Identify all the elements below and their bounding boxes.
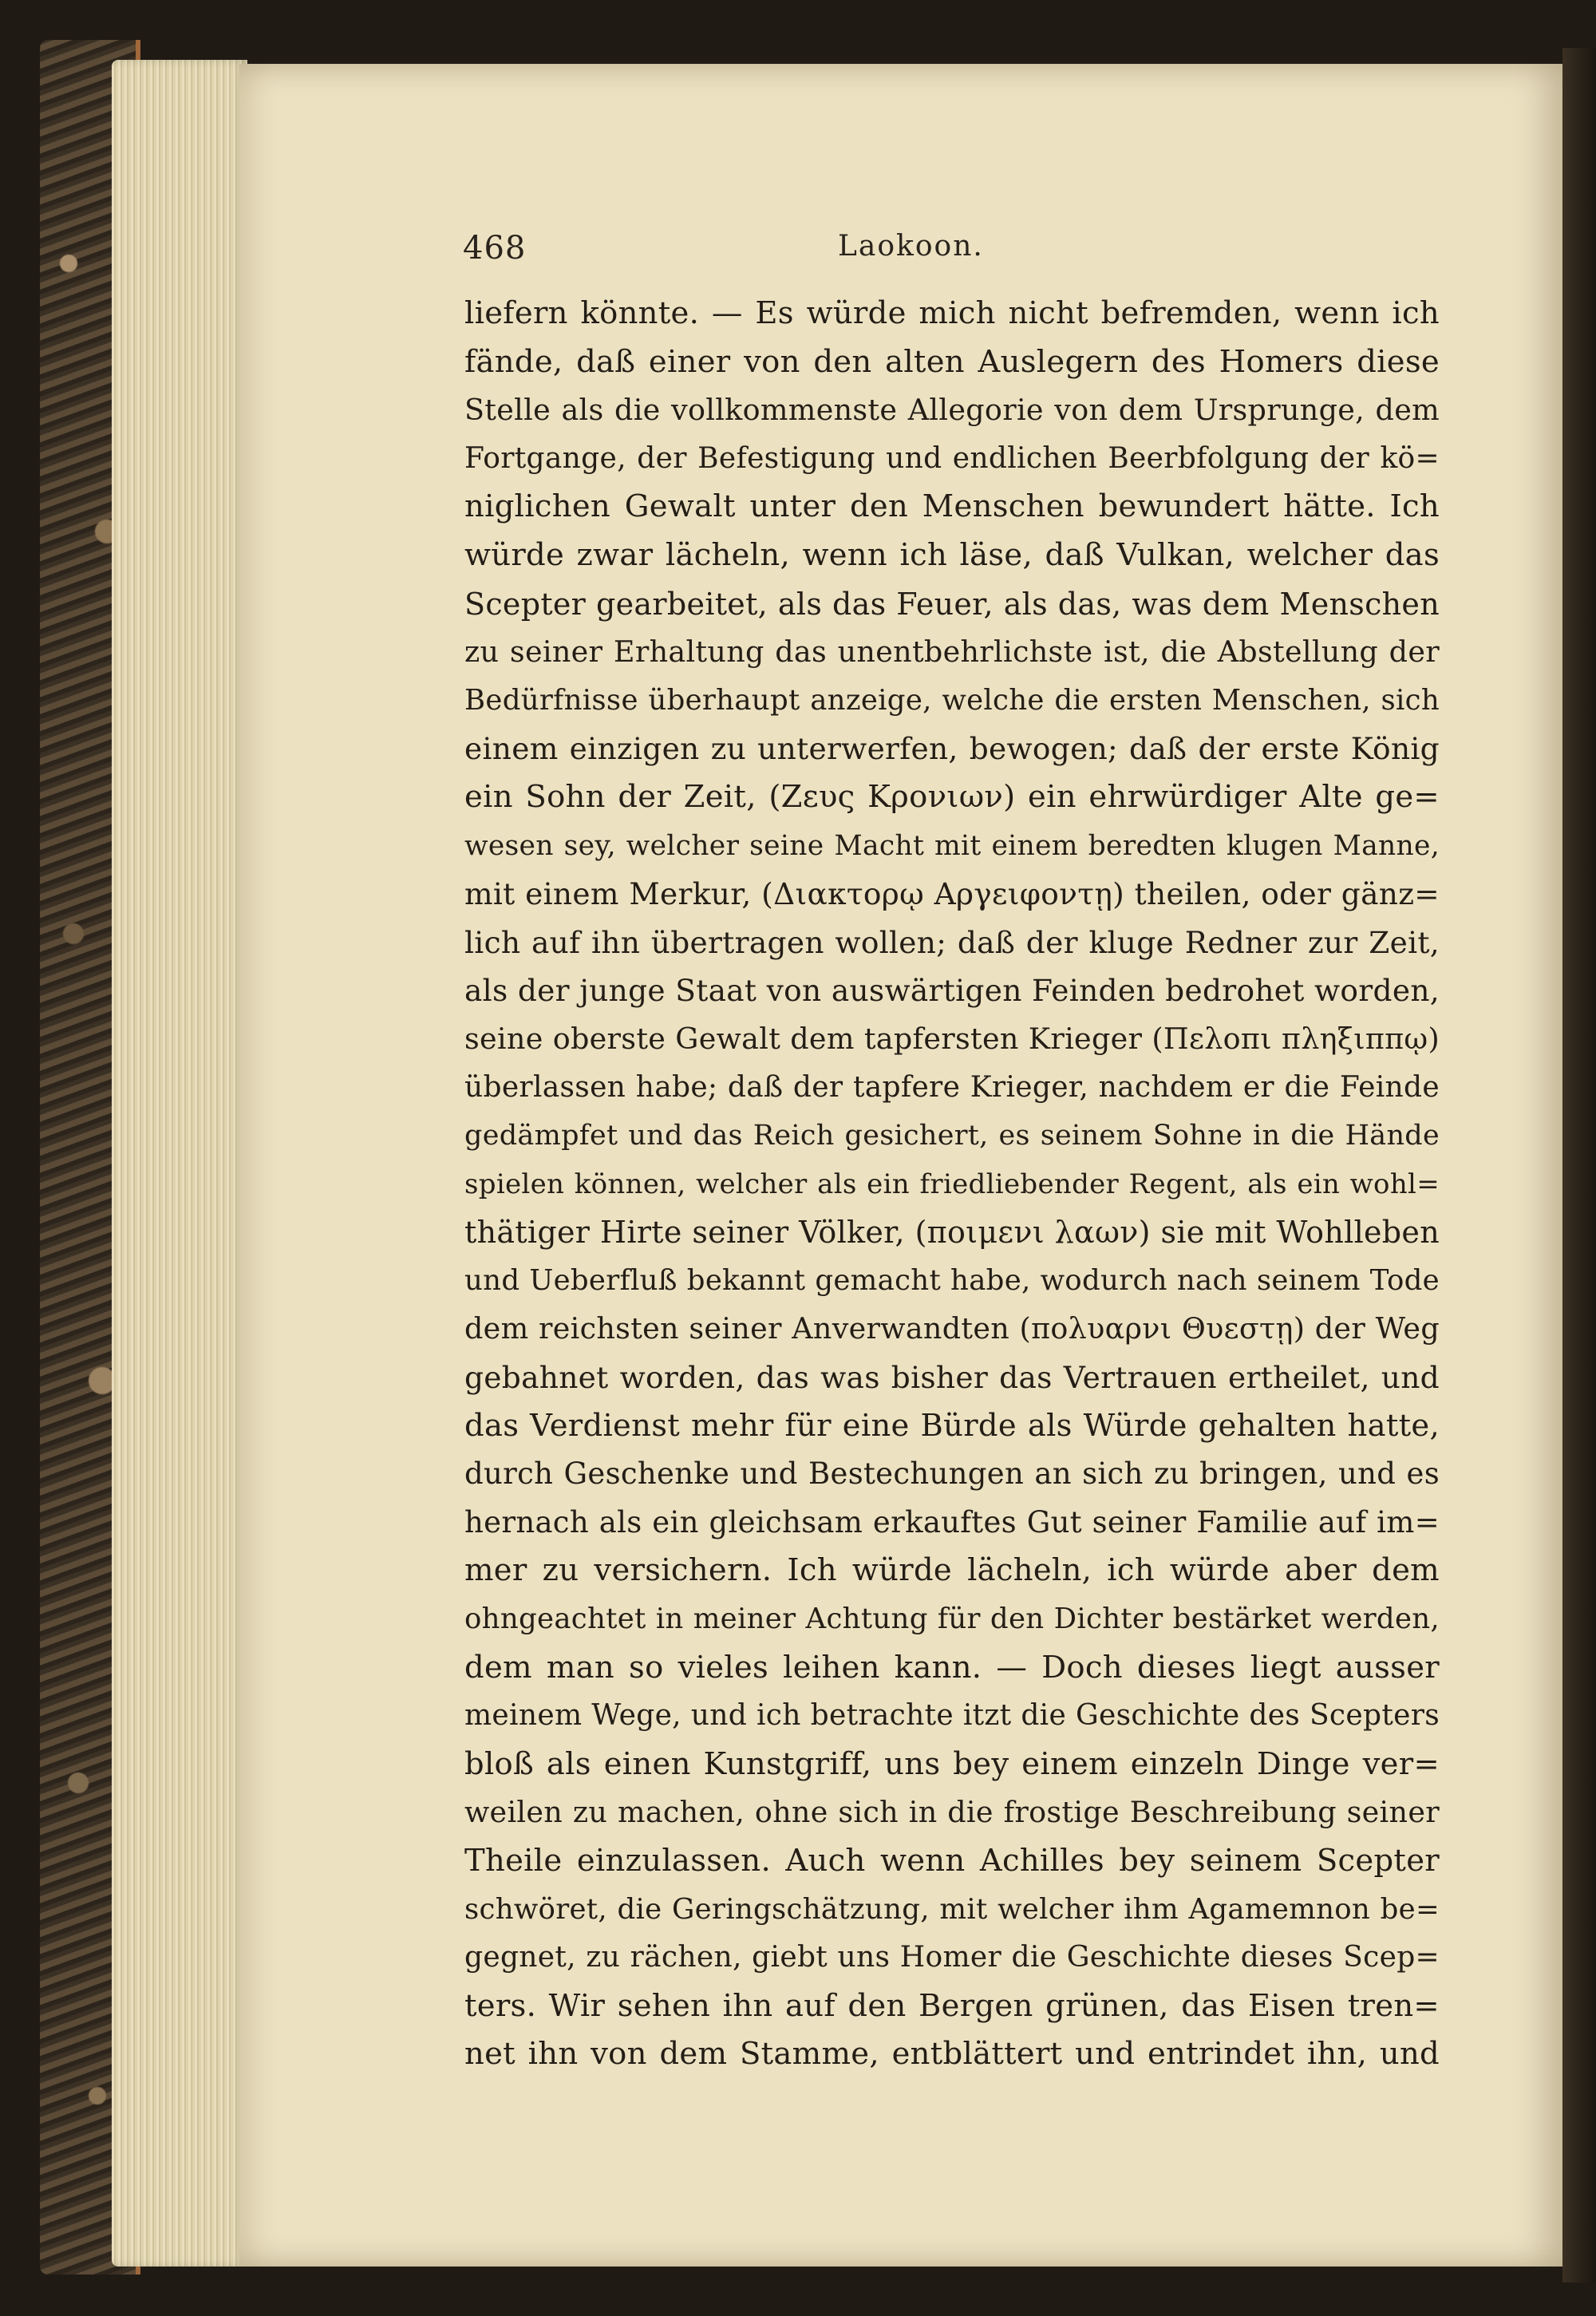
page-number: 468: [463, 230, 527, 267]
text-line: würde zwar lächeln, wenn ich läse, daß Vulkan, welcher das: [464, 536, 1440, 573]
text-line: gebahnet worden, das was bisher das Vertrauen ertheilet, und: [464, 1360, 1440, 1396]
text-line: spielen können, welcher als ein friedliebender Regent, als ein wohl=: [464, 1168, 1440, 1200]
text-line: Bedürfnisse überhaupt anzeige, welche die ersten Menschen, sich: [464, 683, 1440, 717]
text-line: dem reichsten seiner Anverwandten (πολυαρνι Θυεστῃ) der Weg: [464, 1311, 1440, 1346]
text-line: thätiger Hirte seiner Völker, (ποιμενι λαων) sie mit Wohlleben: [464, 1215, 1440, 1251]
text-line: wesen sey, welcher seine Macht mit einem beredten klugen Manne,: [464, 829, 1440, 862]
text-line: Theile einzulassen. Auch wenn Achilles bey seinem Scepter: [464, 1843, 1440, 1879]
book-gutter: [1562, 48, 1596, 2282]
text-line: dem man so vieles leihen kann. — Doch dieses liegt ausser: [464, 1649, 1440, 1686]
text-line: gegnet, zu rächen, giebt uns Homer die Geschichte dieses Scep=: [464, 1941, 1440, 1974]
text-line: ein Sohn der Zeit, (Ζευς Κρονιων) ein ehrwürdiger Alte ge=: [464, 778, 1440, 815]
text-line: lich auf ihn übertragen wollen; daß der kluge Redner zur Zeit,: [464, 924, 1440, 960]
text-line: liefern könnte. — Es würde mich nicht befremden, wenn ich: [464, 295, 1440, 331]
body-text: [464, 290, 1440, 2079]
text-line: hernach als ein gleichsam erkauftes Gut seiner Familie auf im=: [464, 1504, 1440, 1539]
text-line: das Verdienst mehr für eine Bürde als Würde gehalten hatte,: [464, 1407, 1440, 1444]
text-line: bloß als einen Kunstgriff, uns bey einem einzeln Dinge ver=: [464, 1745, 1440, 1782]
text-line: meinem Wege, und ich betrachte itzt die Geschichte des Scepters: [464, 1699, 1440, 1733]
text-line: Stelle als die vollkommenste Allegorie von dem Ursprunge, dem: [464, 393, 1440, 428]
text-line: ohngeachtet in meiner Achtung für den Dichter bestärket werden,: [464, 1603, 1440, 1636]
running-head: [463, 230, 1500, 278]
text-line: net ihn von dem Stamme, entblättert und entrindet ihn, und: [464, 2036, 1440, 2073]
text-line: überlassen habe; daß der tapfere Krieger, nachdem er die Feinde: [464, 1070, 1440, 1104]
text-line: mit einem Merkur, (Διακτορῳ Αργειφοντῃ) theilen, oder gänz=: [464, 876, 1440, 912]
text-line: mer zu versichern. Ich würde lächeln, ich würde aber dem: [464, 1552, 1440, 1589]
text-line: zu seiner Erhaltung das unentbehrlichste ist, die Abstellung der: [464, 634, 1440, 670]
text-line: seine oberste Gewalt dem tapfersten Krieger (Πελοπι πληξιππῳ): [464, 1021, 1440, 1056]
text-line: Fortgange, der Befestigung und endlichen Beerbfolgung der kö=: [464, 441, 1440, 475]
running-title: Laokoon.: [838, 230, 984, 263]
text-line: durch Geschenke und Bestechungen an sich zu bringen, und es: [464, 1456, 1440, 1492]
text-line: als der junge Staat von auswärtigen Feinden bedrohet worden,: [464, 973, 1440, 1009]
text-line: niglichen Gewalt unter den Menschen bewundert hätte. Ich: [464, 488, 1440, 525]
text-line: einem einzigen zu unterwerfen, bewogen; daß der erste König: [464, 731, 1440, 767]
text-line: schwöret, die Geringschätzung, mit welcher ihm Agamemnon be=: [464, 1892, 1440, 1926]
text-line: Scepter gearbeitet, als das Feuer, als das, was dem Menschen: [464, 586, 1440, 622]
text-line: ters. Wir sehen ihn auf den Bergen grünen, das Eisen tren=: [464, 1987, 1440, 2024]
text-line: weilen zu machen, ohne sich in die frostige Beschreibung seiner: [464, 1795, 1440, 1830]
text-line: gedämpfet und das Reich gesichert, es seinem Sohne in die Hände: [464, 1120, 1440, 1152]
text-line: und Ueberfluß bekannt gemacht habe, wodurch nach seinem Tode: [464, 1263, 1440, 1297]
text-line: fände, daß einer von den alten Auslegern des Homers diese: [464, 343, 1440, 380]
page-block-edges: [112, 60, 247, 2267]
